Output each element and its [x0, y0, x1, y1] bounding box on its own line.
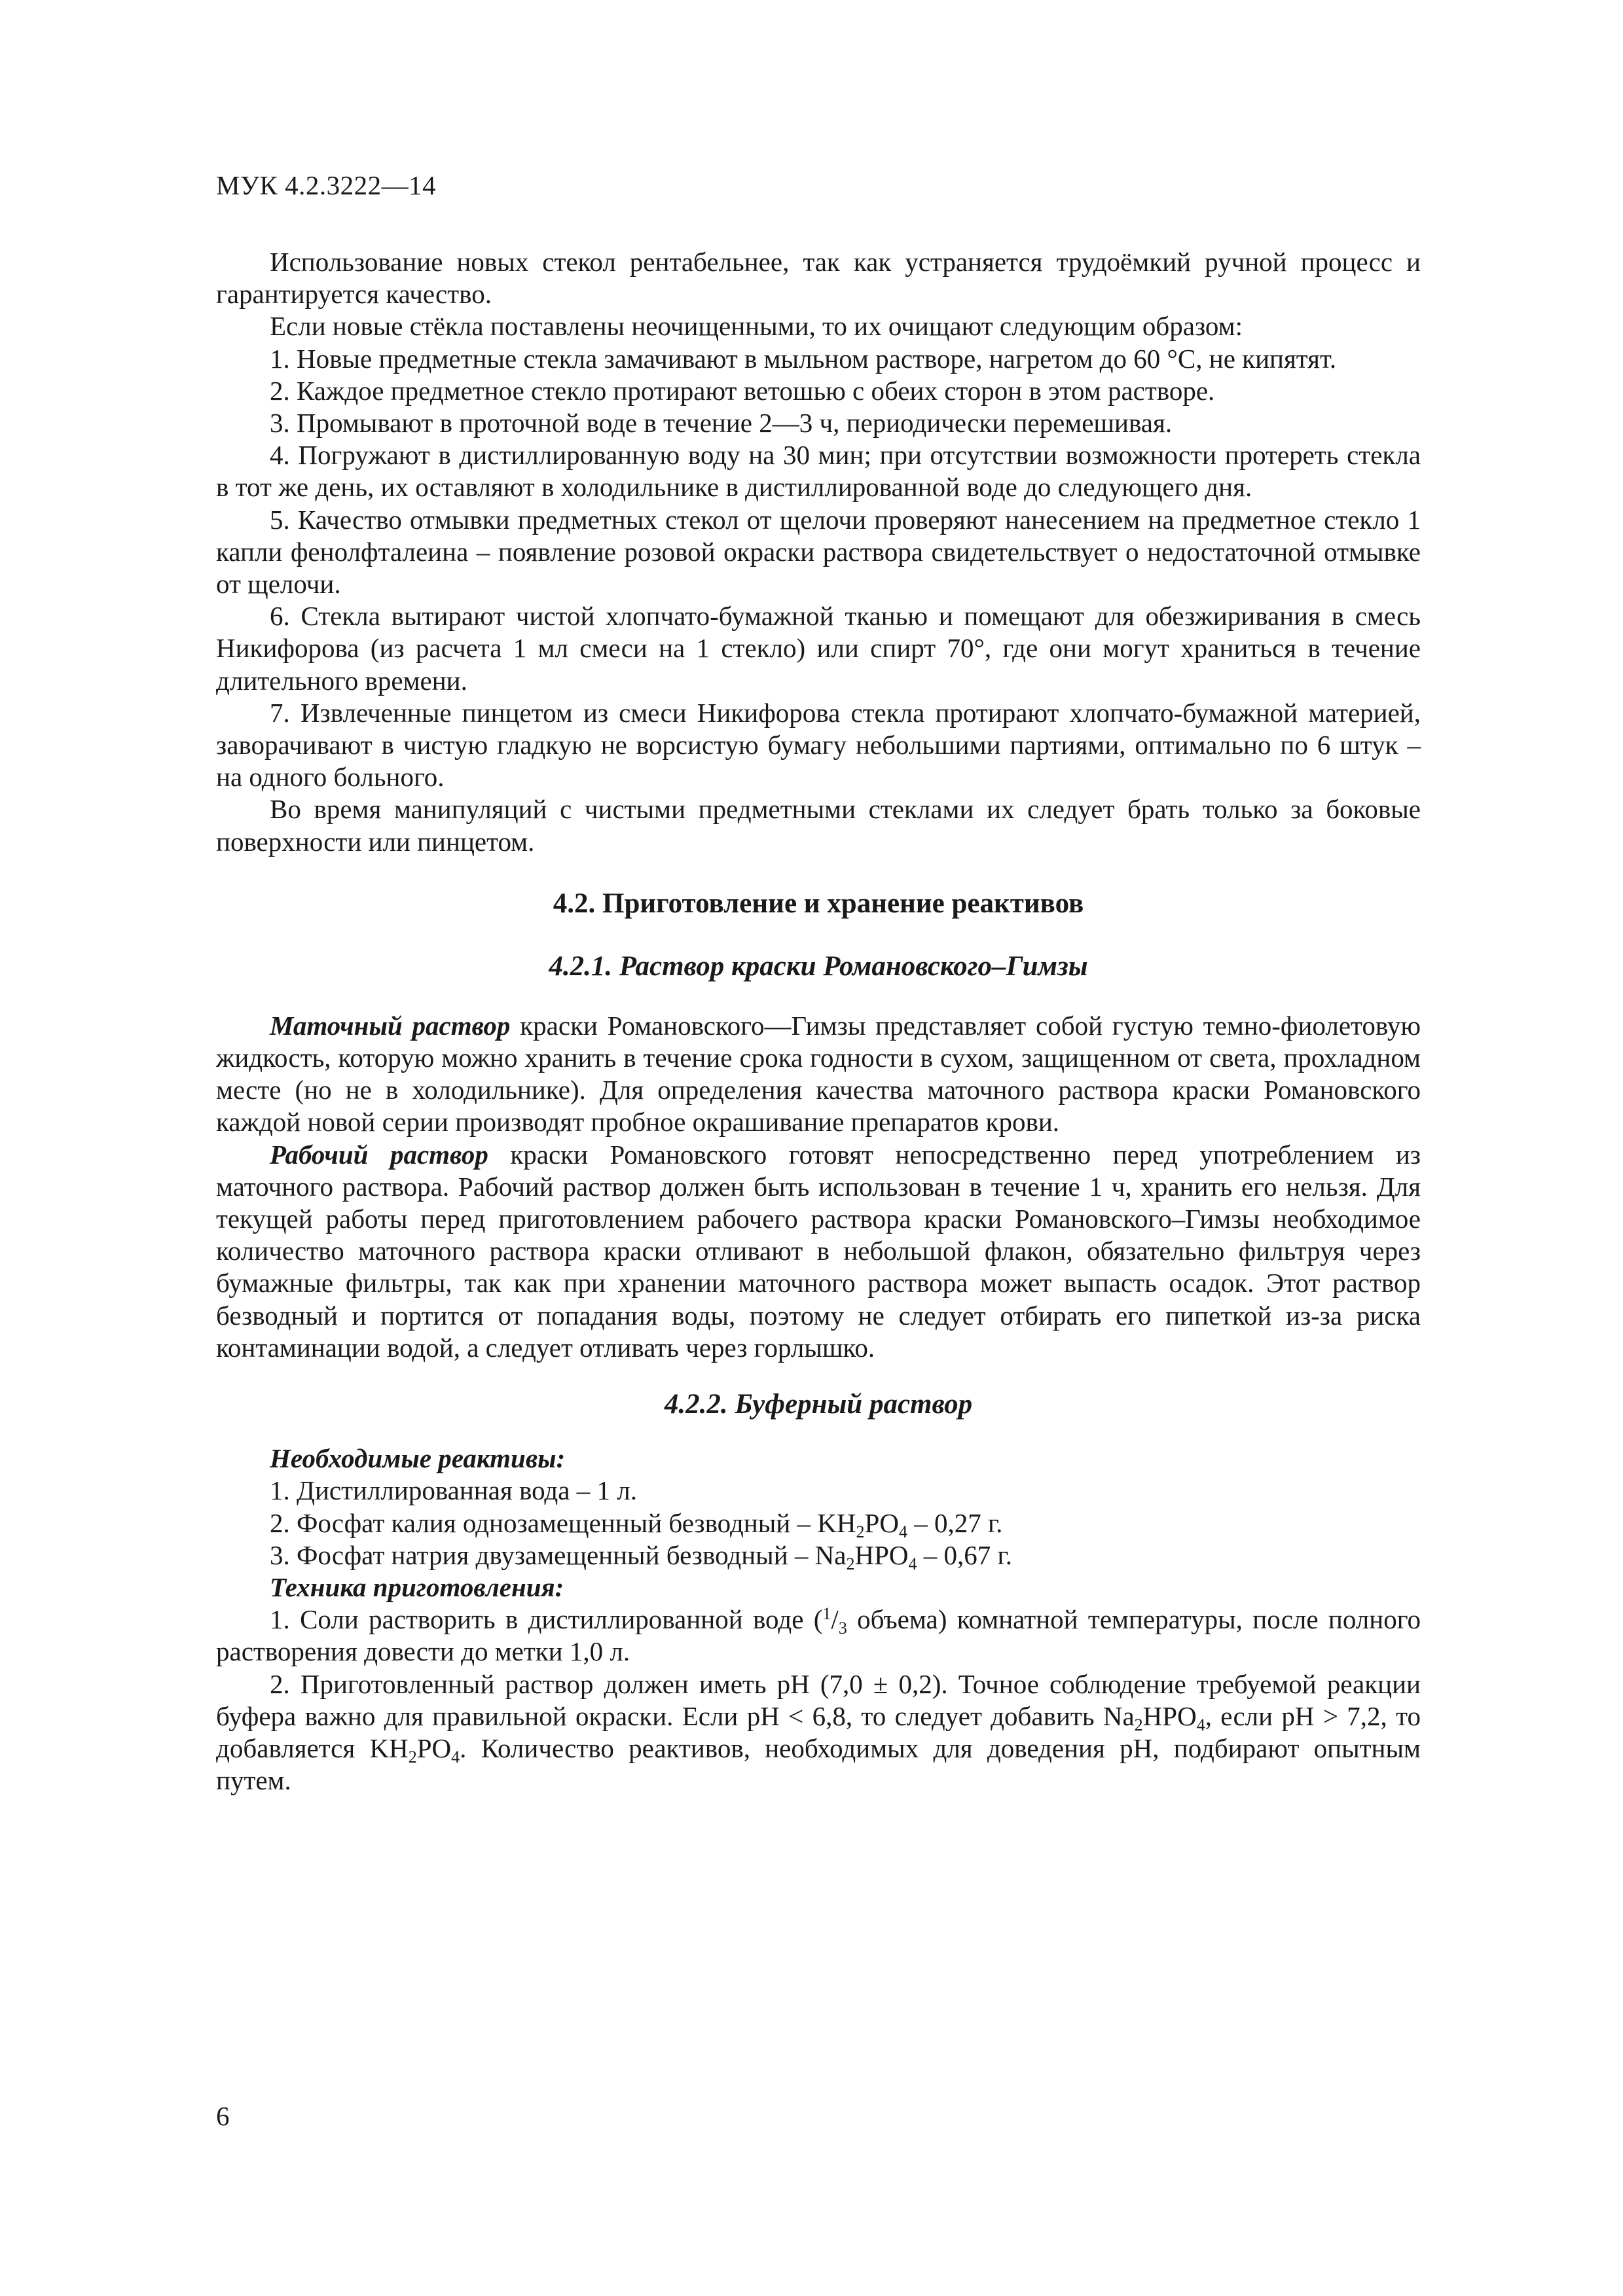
subscript: 4 — [908, 1554, 917, 1573]
reagent-text: HPO — [854, 1539, 909, 1570]
working-solution-term: Рабочий раствор — [270, 1139, 488, 1170]
page-body — [216, 246, 1421, 1797]
reagent-text: – 0,27 г. — [907, 1507, 1003, 1538]
technique-text: / — [831, 1604, 839, 1635]
technique-text: 2. Приготовленный раствор должен иметь pH (7,0 ± 0,2). Точное соблюдение требуемой реакции буфера важно для правильной окраски. Если pH < 6,8, то следует добавить Na — [216, 1668, 1421, 1731]
technique-step — [216, 1604, 1421, 1668]
cleaning-step: 6. Стекла вытирают чистой хлопчато-бумажной тканью и помещают для обезжиривания в смесь Никифорова (из расчета 1 мл смеси на 1 стекло) или спирт 70°, где они могут храниться в течение длительного времени. — [216, 601, 1421, 696]
technique-text: 1. Соли растворить в дистиллированной воде ( — [270, 1604, 823, 1635]
reagent-text: 2. Фосфат калия однозамещенный безводный – KH — [270, 1507, 856, 1538]
subscript: 3 — [838, 1619, 847, 1638]
reagent-item: 1. Дистиллированная вода – 1 л. — [270, 1475, 637, 1506]
technique-text: HPO — [1142, 1700, 1197, 1731]
reagent-item — [216, 1507, 1421, 1539]
reagent-item — [216, 1539, 1421, 1571]
stock-solution-text: краски Романовского—Гимзы представляет собой густую темно-фиолетовую жидкость, которую можно хранить в течение срока годности в сухом, защищенном от света, прохладном месте (но не в холодильнике). Для определения качества маточного раствора краски Романовского каждой новой серии производят пробное окрашивание препаратов крови. — [216, 1010, 1421, 1138]
subscript: 2 — [846, 1554, 855, 1573]
subsection-heading-4-2-1: 4.2.1. Раствор краски Романовского–Гимзы — [549, 950, 1088, 982]
cleaning-step: 4. Погружают в дистиллированную воду на 30 мин; при отсутствии возможности протереть стекла в тот же день, их оставляют в холодильнике в дистиллированной воде до следующего дня. — [216, 440, 1421, 503]
stock-solution-term: Маточный раствор — [270, 1010, 511, 1041]
working-solution-paragraph — [216, 1139, 1421, 1364]
subscript: 4 — [1196, 1715, 1205, 1734]
cleaning-step: 7. Извлеченные пинцетом из смеси Никифорова стекла протирают хлопчато-бумажной материей, заворачивают в чистую гладкую не ворсистую бумагу небольшими партиями, оптимально по 6 штук – на одного больного. — [216, 697, 1421, 793]
subscript: 2 — [408, 1747, 417, 1767]
subscript: 4 — [451, 1747, 460, 1767]
reagent-text: PO — [864, 1507, 899, 1538]
superscript: 1 — [822, 1604, 831, 1624]
subsection-heading-4-2-2: 4.2.2. Буферный раствор — [664, 1389, 973, 1420]
cleaning-step: 2. Каждое предметное стекло протирают ветошью с обеих сторон в этом растворе. — [270, 375, 1215, 406]
handling-note: Во время манипуляций с чистыми предметными стеклами их следует брать только за боковые поверхности или пинцетом. — [216, 794, 1421, 857]
technique-text: . Количество реактивов, необходимых для доведения pH, подбирают опытным путем. — [216, 1732, 1421, 1796]
section-heading-4-2: 4.2. Приготовление и хранение реактивов — [553, 888, 1084, 919]
technique-text: объема) комнатной температуры, после полного растворения довести до метки 1,0 л. — [216, 1604, 1421, 1667]
cleaning-step: 5. Качество отмывки предметных стекол от щелочи проверяют нанесением на предметное стекло 1 капли фенолфталеина – появление розовой окраски раствора свидетельствует о недостаточной отмывке от щелочи. — [216, 504, 1421, 600]
technique-step — [216, 1668, 1421, 1797]
document-code-header: МУК 4.2.3222—14 — [216, 170, 437, 200]
cleaning-step: 3. Промывают в проточной воде в течение 2—3 ч, периодически перемешивая. — [270, 408, 1173, 439]
reagent-text: – 0,67 г. — [917, 1539, 1012, 1570]
subscript: 2 — [856, 1522, 865, 1541]
cleaning-step: 1. Новые предметные стекла замачивают в мыльном растворе, нагретом до 60 °С, не кипятят. — [270, 343, 1337, 374]
subscript: 2 — [1134, 1715, 1143, 1734]
page-number: 6 — [216, 2101, 230, 2131]
reagent-text: 3. Фосфат натрия двузамещенный безводный – Na — [270, 1539, 847, 1570]
subscript: 4 — [898, 1522, 907, 1541]
technique-text: PO — [416, 1732, 452, 1763]
reagents-label: Необходимые реактивы: — [270, 1443, 566, 1474]
intro-paragraph: Если новые стёкла поставлены неочищенными, то их очищают следующим образом: — [270, 311, 1243, 342]
technique-text: , если pH > 7,2, то добавляется KH — [216, 1700, 1421, 1763]
working-solution-text: краски Романовского готовят непосредственно перед употреблением из маточного раствора. Рабочий раствор должен быть использован в течение 1 ч, хранить его нельзя. Для текущей работы перед приготовлением рабочего раствора краски Романовского–Гимзы необходимое количество маточного раствора краски отливают в небольшой флакон, обязательно фильтруя через бумажные фильтры, так как при хранении маточного раствора может выпасть осадок. Этот раствор безводный и портится от попадания воды, поэтому не следует отбирать его пипеткой из-за риска контаминации водой, а следует отливать через горлышко. — [216, 1139, 1421, 1363]
stock-solution-paragraph — [216, 1010, 1421, 1139]
technique-label: Техника приготовления: — [270, 1571, 564, 1602]
intro-paragraph: Использование новых стекол рентабельнее, так как устраняется трудоёмкий ручной процесс и гарантируется качество. — [216, 247, 1421, 310]
